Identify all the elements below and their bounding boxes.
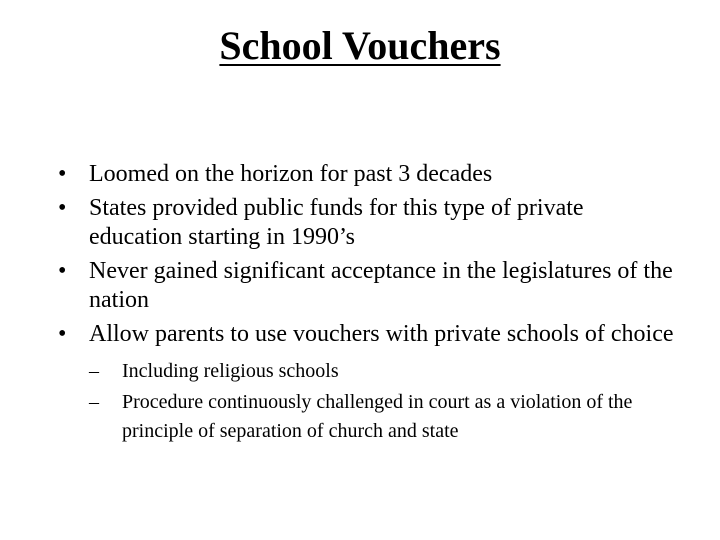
sub-bullet-text: Including religious schools (122, 360, 339, 382)
sub-bullet-item (89, 357, 678, 386)
slide-title-text: School Vouchers (219, 23, 501, 68)
sub-bullet-item (89, 388, 678, 446)
bullet-icon: • (58, 321, 67, 347)
sub-bullet-text: Procedure continuously challenged in court as a violation of the principle of separation of church and state (122, 391, 633, 442)
bullet-icon: • (58, 195, 67, 221)
bullet-text: States provided public funds for this type of private education starting in 1990’s (89, 195, 584, 250)
bullet-list (58, 160, 678, 451)
sub-bullet-list (89, 357, 678, 446)
bullet-item (58, 160, 678, 189)
slide-title (0, 22, 720, 70)
bullet-item (58, 194, 678, 252)
bullet-icon: • (58, 258, 67, 284)
bullet-item (58, 257, 678, 315)
dash-icon: – (89, 360, 99, 382)
bullet-item (58, 320, 678, 446)
bullet-text: Never gained significant acceptance in the legislatures of the nation (89, 258, 673, 313)
bullet-text: Allow parents to use vouchers with private schools of choice (89, 321, 674, 347)
bullet-icon: • (58, 161, 67, 187)
bullet-text: Loomed on the horizon for past 3 decades (89, 161, 493, 187)
dash-icon: – (89, 391, 99, 413)
